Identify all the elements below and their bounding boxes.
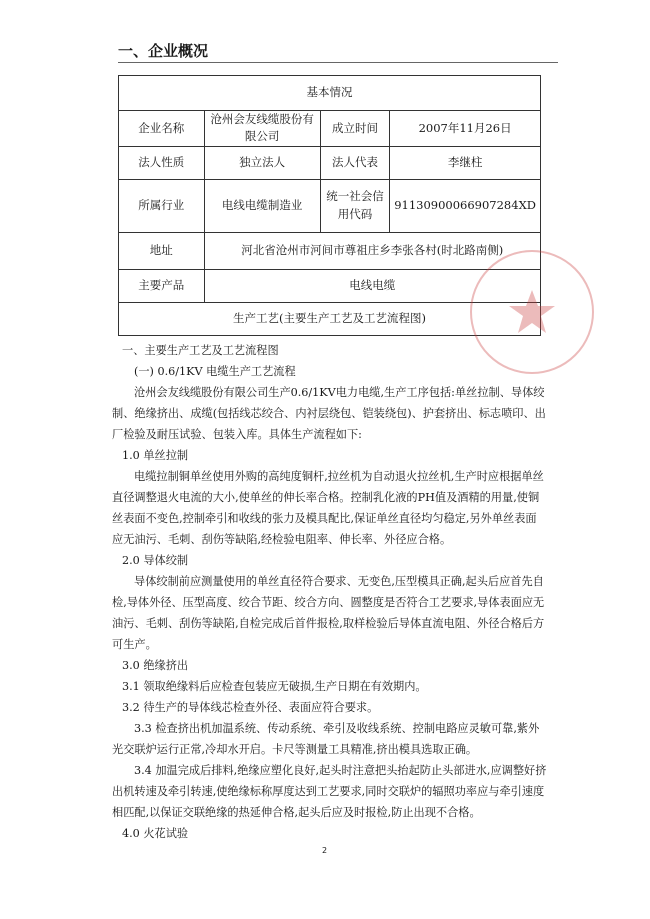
- company-label: 企业名称: [119, 111, 205, 147]
- rep-label: 法人代表: [320, 146, 389, 179]
- industry-label: 所属行业: [119, 179, 205, 232]
- nature-value: 独立法人: [204, 146, 320, 179]
- step-3-title: 3.0 绝缘挤出: [122, 659, 189, 672]
- credit-value: 91130900066907284XD: [390, 179, 541, 232]
- address-value: 河北省沧州市河间市尊祖庄乡李张各村(时北路南侧): [204, 232, 540, 269]
- step-2-text: 导体绞制前应测量使用的单丝直径符合要求、无变色,压型模具正确,起头后应首先自检,导体外径、压型高度、绞合节距、绞合方向、圆整度是否符合工艺要求,导体表面应无油污、毛刺、刮伤等缺陷,自检完成后首件报检,取样检验后导体直流电阻、外径合格后方可生产。: [112, 575, 545, 651]
- product-label: 主要产品: [119, 269, 205, 302]
- step-3-1: 3.1 领取绝缘料后应检查包装应无破损,生产日期在有效期内。: [122, 680, 427, 693]
- step-1-text: 电缆拉制铜单丝使用外购的高纯度铜杆,拉丝机为自动退火拉丝机,生产时应根据单丝直径调整退火电流的大小,使单丝的伸长率合格。控制乳化液的PH值及酒精的用量,使铜丝表面不变色,控制牵引和收线的张力及模具配比,保证单丝直径均匀稳定,另外单丝表面应无油污、毛刺、刮伤等缺陷,经检验电阻率、伸长率、外径应合格。: [112, 470, 544, 546]
- intro-paragraph: 沧州会友线缆股份有限公司生产0.6/1KV电力电缆,生产工序包括:单丝拉制、导体绞制、绝缘挤出、成缆(包括线芯绞合、内衬层绕包、铠装绕包)、护套挤出、标志喷印、出厂检验及耐压试验、包装入库。具体生产流程如下:: [112, 386, 546, 441]
- credit-label: 统一社会信用代码: [320, 179, 389, 232]
- heading-process: 一、主要生产工艺及工艺流程图: [122, 344, 279, 357]
- nature-label: 法人性质: [119, 146, 205, 179]
- section-title: 一、企业概况: [118, 42, 209, 60]
- rep-value: 李继柱: [390, 146, 541, 179]
- process-label: 生产工艺(主要生产工艺及工艺流程图): [119, 302, 541, 335]
- step-1-title: 1.0 单丝拉制: [122, 449, 189, 462]
- page-number: 2: [322, 846, 328, 855]
- step-4-title: 4.0 火花试验: [122, 827, 189, 840]
- seal-star-icon: [482, 262, 582, 362]
- step-3-4: 3.4 加温完成后排料,绝缘应塑化良好,起头时注意把头抬起防止头部进水,应调整好挤出机转速及牵引转速,使绝缘标称厚度达到工艺要求,同时交联炉的辐照功率应与牵引速度相匹配,以保证交联绝缘的热延伸合格,起头后应及时报检,防止出现不合格。: [112, 764, 547, 819]
- company-value: 沧州会友线缆股份有限公司: [204, 111, 320, 147]
- body-text: [112, 340, 547, 844]
- founded-value: 2007年11月26日: [390, 111, 541, 147]
- step-2-title: 2.0 导体绞制: [122, 554, 189, 567]
- heading-cable-process: (一) 0.6/1KV 电缆生产工艺流程: [134, 365, 296, 378]
- company-seal-stamp: [470, 250, 594, 374]
- address-label: 地址: [119, 232, 205, 269]
- industry-value: 电线电缆制造业: [204, 179, 320, 232]
- step-3-2: 3.2 待生产的导体线芯检查外径、表面应符合要求。: [122, 701, 379, 714]
- product-value: 电线电缆: [204, 269, 540, 302]
- table-header: 基本情况: [119, 76, 541, 111]
- step-3-3: 3.3 检查挤出机加温系统、传动系统、牵引及收线系统、控制电路应灵敏可靠,紫外光交联炉运行正常,冷却水开启。卡尺等测量工具精准,挤出模具选取正确。: [112, 722, 540, 756]
- section-divider: [118, 62, 558, 63]
- founded-label: 成立时间: [320, 111, 389, 147]
